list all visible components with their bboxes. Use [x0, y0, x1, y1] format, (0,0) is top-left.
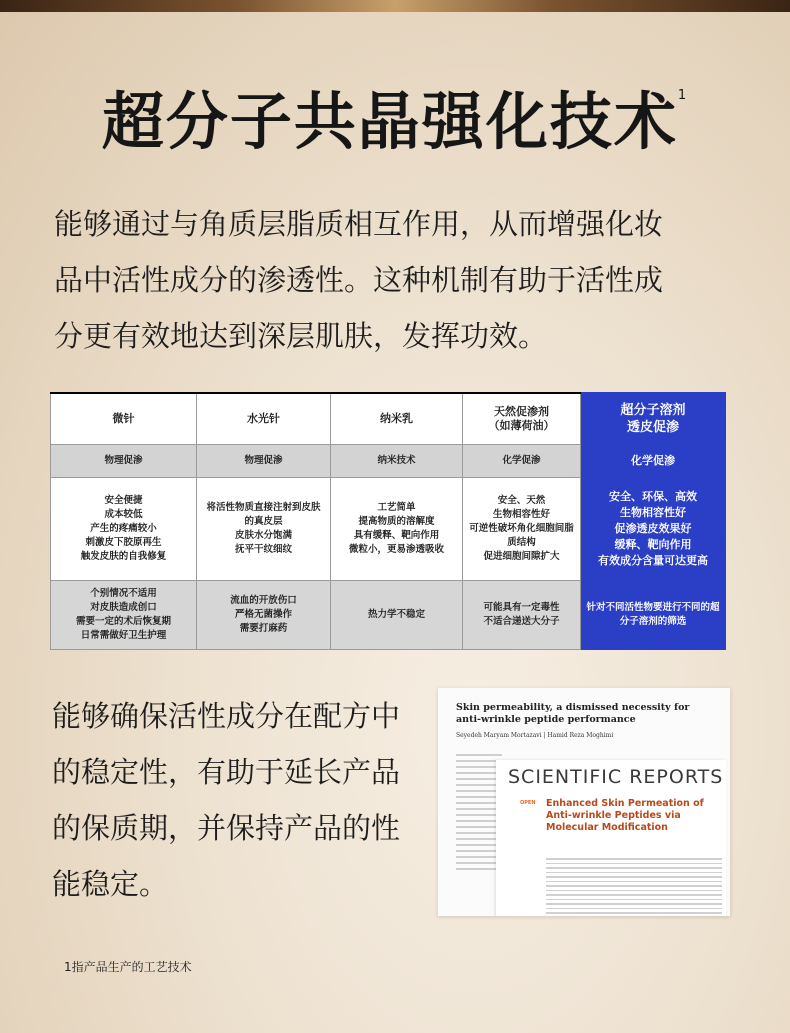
type-cell: 化学促渗: [463, 445, 581, 478]
header-cell: 纳米乳: [331, 393, 463, 445]
pros-cell: 将活性物质直接注射到皮肤 的真皮层 皮肤水分饱满 抚平干纹细纹: [197, 478, 331, 581]
stability-paragraph: [52, 688, 432, 912]
cons-cell: 可能具有一定毒性 不适合递送大分子: [463, 581, 581, 650]
pros-cell: 工艺简单 提高物质的溶解度 具有缓释、靶向作用 微粒小，更易渗透吸收: [331, 478, 463, 581]
type-cell: 物理促渗: [51, 445, 197, 478]
foreground-paper: [496, 760, 726, 916]
cons-cell: 流血的开放伤口 严格无菌操作 需要打麻药: [197, 581, 331, 650]
background-paper-title: Skin permeability, a dismissed necessity for anti-wrinkle peptide performance: [456, 702, 690, 725]
paper-title: Enhanced Skin Permeation of Anti-wrinkle Peptides via Molecular Modification: [546, 798, 704, 833]
top-decorative-band: [0, 0, 790, 12]
type-cell: 物理促渗: [197, 445, 331, 478]
type-cell-highlight: 化学促渗: [581, 445, 726, 478]
paragraph-line: 的保质期，并保持产品的性: [52, 811, 401, 845]
comparison-table: [50, 392, 726, 650]
pros-cell: 安全、天然 生物相容性好 可逆性破坏角化细胞间脂 质结构 促进细胞间隙扩大: [463, 478, 581, 581]
background-paper-authors: Seyedeh Maryam Mortazavi | Hamid Reza Moghimi: [456, 732, 614, 739]
table-cons-row: [51, 581, 726, 650]
paragraph-line: 能稳定。: [52, 867, 169, 901]
paragraph-line: 品中活性成分的渗透性。这种机制有助于活性成: [54, 263, 664, 297]
cons-cell: 热力学不稳定: [331, 581, 463, 650]
cons-cell-highlight: 针对不同活性物要进行不同的超 分子溶剂的筛选: [581, 581, 726, 650]
pros-cell: 安全便捷 成本较低 产生的疼痛较小 刺激皮下胶原再生 触发皮肤的自我修复: [51, 478, 197, 581]
paper-abstract-lines: [546, 858, 722, 916]
table-header-row: [51, 393, 726, 445]
open-access-label: OPEN: [520, 800, 536, 806]
paragraph-line: 能够通过与角质层脂质相互作用，从而增强化妆: [54, 207, 664, 241]
header-cell: 水光针: [197, 393, 331, 445]
table-pros-row: [51, 478, 726, 581]
intro-paragraph: [54, 196, 744, 364]
journal-name: SCIENTIFIC REPORTS: [508, 766, 724, 788]
footnote: 1指产品生产的工艺技术: [64, 960, 192, 974]
type-cell: 纳米技术: [331, 445, 463, 478]
header-cell: 微针: [51, 393, 197, 445]
paragraph-line: 分更有效地达到深层肌肤，发挥功效。: [54, 319, 548, 353]
page-title: [0, 72, 790, 161]
pros-cell-highlight: 安全、环保、高效 生物相容性好 促渗透皮效果好 缓释、靶向作用 有效成分含量可达更高: [581, 478, 726, 581]
research-paper-image: [438, 688, 730, 916]
header-cell-highlight: 超分子溶剂 透皮促渗: [581, 393, 726, 445]
paragraph-line: 的稳定性，有助于延长产品: [52, 755, 401, 789]
footnote-marker: 1: [677, 88, 689, 103]
header-cell: 天然促渗剂 （如薄荷油）: [463, 393, 581, 445]
table-type-row: [51, 445, 726, 478]
paragraph-line: 能够确保活性成分在配方中: [52, 699, 401, 733]
cons-cell: 个别情况不适用 对皮肤造成创口 需要一定的术后恢复期 日常需做好卫生护理: [51, 581, 197, 650]
title-text: 超分子共晶强化技术: [101, 85, 678, 158]
